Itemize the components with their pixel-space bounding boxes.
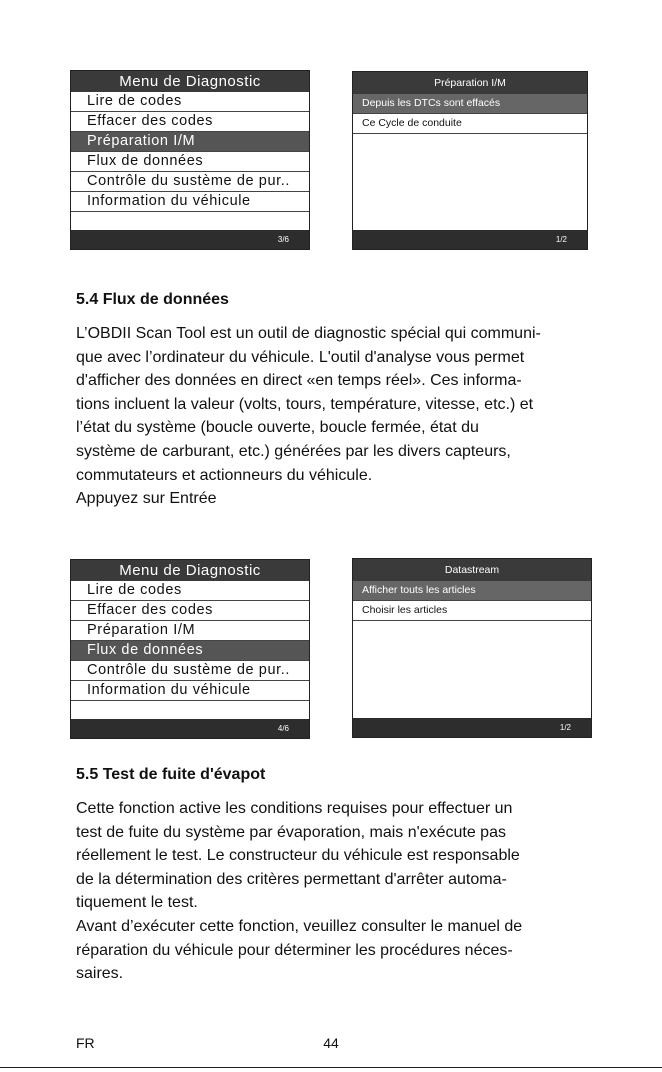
menu-item-erase-codes[interactable]: Effacer des codes [71,601,309,621]
body-line: commutateurs et actionneurs du véhicule. [76,466,373,484]
menu-item-empty [71,212,309,232]
body-line: réparation du véhicule pour déterminer les procédures néces- [76,941,513,959]
body-line: système de carburant, etc.) générées par les divers capteurs, [76,442,511,460]
menu-item-choose-items[interactable]: Choisir les articles [353,601,591,621]
page-bottom-rule [0,1067,662,1068]
body-line: réellement le test. Le constructeur du véhicule est responsable [76,847,520,865]
screen-page-indicator: 4/6 [71,719,309,738]
body-line: tiquement le test. [76,894,198,912]
menu-item-purge-control[interactable]: Contrôle du sustème de pur.. [71,172,309,192]
body-line: de la détermination des critères permettant d'arrêter automa- [76,870,507,888]
diagnostic-menu-screen-2 [70,559,310,739]
screen-title: Menu de Diagnostic [71,560,309,581]
body-line: Appuyez sur Entrée [76,490,217,508]
menu-item-vehicle-info[interactable]: Information du véhicule [71,192,309,212]
screen-title: Menu de Diagnostic [71,71,309,92]
menu-item-read-codes[interactable]: Lire de codes [71,92,309,112]
body-line: L’OBDII Scan Tool est un outil de diagnostic spécial qui communi- [76,325,541,342]
screen-page-indicator: 1/2 [353,230,587,249]
page-number: 44 [323,1035,339,1051]
menu-item-im-readiness[interactable]: Préparation I/M [71,132,309,152]
language-label: FR [76,1035,95,1051]
menu-item-data-stream[interactable]: Flux de données [71,152,309,172]
menu-item-this-drive-cycle[interactable]: Ce Cycle de conduite [353,114,587,134]
diagnostic-menu-screen-1 [70,70,310,250]
menu-item-purge-control[interactable]: Contrôle du sustème de pur.. [71,661,309,681]
menu-item-data-stream[interactable]: Flux de données [71,641,309,661]
body-line: Cette fonction active les conditions requises pour effectuer un [76,800,513,817]
section-heading: 5.4 Flux de données [76,291,229,308]
body-line: tions incluent la valeur (volts, tours, température, vitesse, etc.) et [76,395,534,413]
screen-page-indicator: 3/6 [71,230,309,249]
section-body [76,322,606,511]
body-line: Avant d’exécuter cette fonction, veuillez consulter le manuel de [76,917,523,935]
datastream-screen [352,558,592,738]
menu-item-since-dtc-cleared[interactable]: Depuis les DTCs sont effacés [353,94,587,114]
body-line: l’état du système (boucle ouverte, boucle fermée, état du [76,419,479,437]
im-readiness-screen [352,71,588,250]
screen-title: Préparation I/M [353,72,587,94]
body-line: que avec l’ordinateur du véhicule. L'outil d'analyse vous permet [76,348,525,366]
menu-item-show-all[interactable]: Afficher touts les articles [353,581,591,601]
body-line: test de fuite du système par évaporation, mais n'exécute pas [76,823,506,841]
section-body [76,797,606,986]
body-line: d'afficher des données en direct «en temps réel». Ces informa- [76,372,522,390]
menu-item-im-readiness[interactable]: Préparation I/M [71,621,309,641]
body-line: saires. [76,965,124,983]
screen-page-indicator: 1/2 [353,718,591,737]
section-heading: 5.5 Test de fuite d'évapot [76,766,266,783]
menu-item-vehicle-info[interactable]: Information du véhicule [71,681,309,701]
screen-title: Datastream [353,559,591,581]
menu-item-read-codes[interactable]: Lire de codes [71,581,309,601]
menu-item-empty [71,701,309,721]
menu-item-erase-codes[interactable]: Effacer des codes [71,112,309,132]
